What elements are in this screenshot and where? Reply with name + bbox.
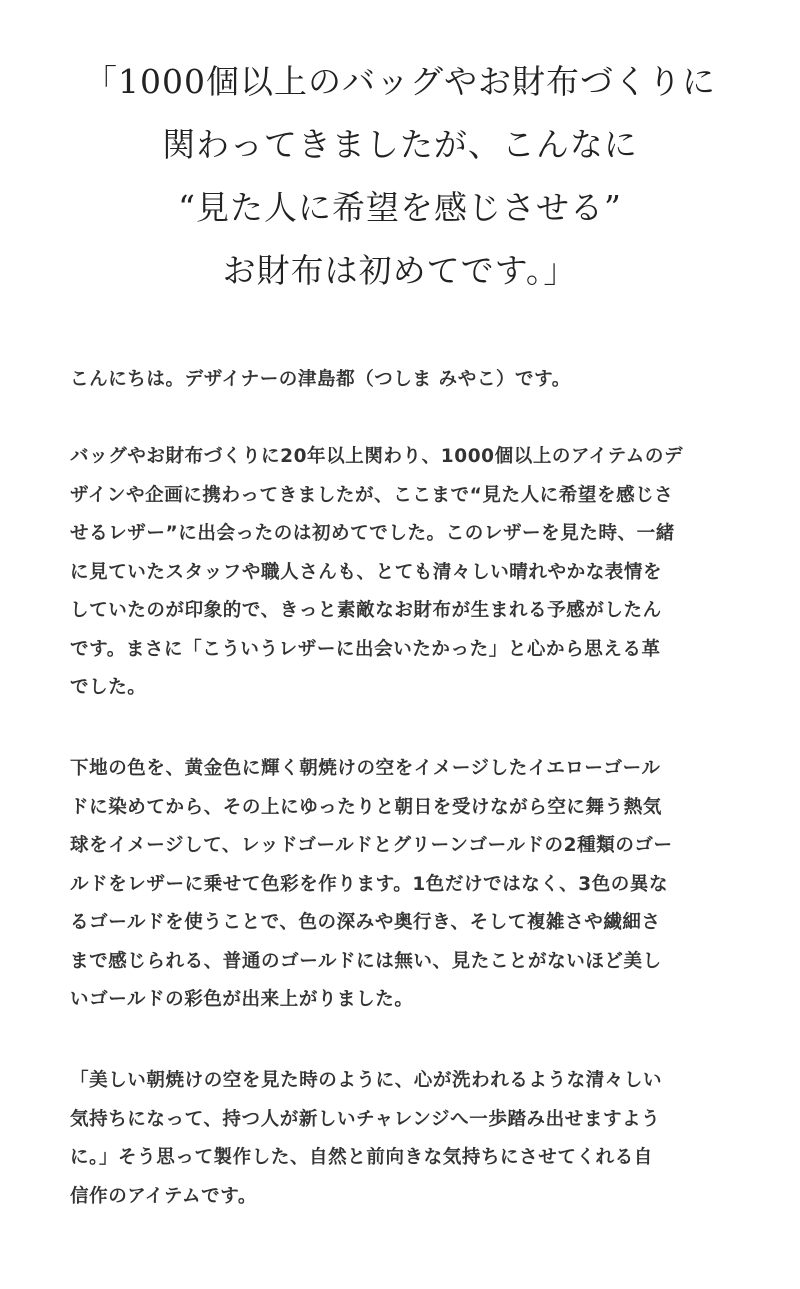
headline-line: お財布は初めてです。」: [222, 251, 578, 290]
paragraph-line: 「美しい朝焼けの空を見た時のように、心が洗われるような清々しい: [70, 1070, 663, 1091]
headline-line: 「1000個以上のバッグやお財布づくりに: [84, 62, 716, 101]
experience-paragraph: [70, 438, 732, 708]
closing-paragraph: [70, 1062, 732, 1216]
paragraph-line: 下地の色を、黄金色に輝く朝焼けの空をイメージしたイエローゴール: [70, 758, 661, 779]
headline-line: 関わってきましたが、こんなに: [162, 125, 638, 164]
paragraph-line: せるレザー”に出会ったのは初めてでした。このレザーを見た時、一緒: [70, 523, 675, 544]
paragraph-line: るゴールドを使うことで、色の深みや奥行き、そして複雑さや繊細さ: [70, 912, 661, 933]
paragraph-line: バッグやお財布づくりに20年以上関わり、1000個以上のアイテムのデ: [70, 446, 684, 467]
paragraph-line: です。まさに「こういうレザーに出会いたかった」と心から思える革: [70, 638, 661, 660]
paragraph-line: でした。: [70, 677, 147, 698]
paragraph-line: 気持ちになって、持つ人が新しいチャレンジへ一歩踏み出せますよう: [70, 1108, 661, 1130]
paragraph-line: していたのが印象的で、きっと素敵なお財布が生まれる予感がしたん: [70, 600, 662, 621]
paragraph-line: 球をイメージして、レッドゴールドとグリーンゴールドの2種類のゴー: [70, 835, 673, 856]
paragraph-line: こんにちは。デザイナーの津島都（つしま みやこ）です。: [70, 369, 571, 390]
color-process-paragraph: [70, 750, 732, 1020]
headline-quote: [0, 50, 800, 302]
paragraph-line: に見ていたスタッフや職人さんも、とても清々しい晴れやかな表情を: [70, 561, 663, 583]
paragraph-line: まで感じられる、普通のゴールドには無い、見たことがないほど美し: [70, 950, 662, 972]
paragraph-line: に。」そう思って製作した、自然と前向きな気持ちにさせてくれる自: [70, 1147, 653, 1168]
paragraph-line: 信作のアイテムです。: [70, 1185, 257, 1207]
paragraph-line: ザインや企画に携わってきましたが、ここまで“見た人に希望を感じさ: [70, 484, 674, 506]
paragraph-line: ルドをレザーに乗せて色彩を作ります。1色だけではなく、3色の異な: [70, 873, 669, 895]
intro-paragraph: [70, 361, 732, 400]
paragraph-line: いゴールドの彩色が出来上がりました。: [70, 989, 414, 1010]
paragraph-line: ドに染めてから、その上にゆったりと朝日を受けながら空に舞う熱気: [70, 796, 662, 818]
headline-line: “見た人に希望を感じさせる”: [178, 188, 622, 227]
